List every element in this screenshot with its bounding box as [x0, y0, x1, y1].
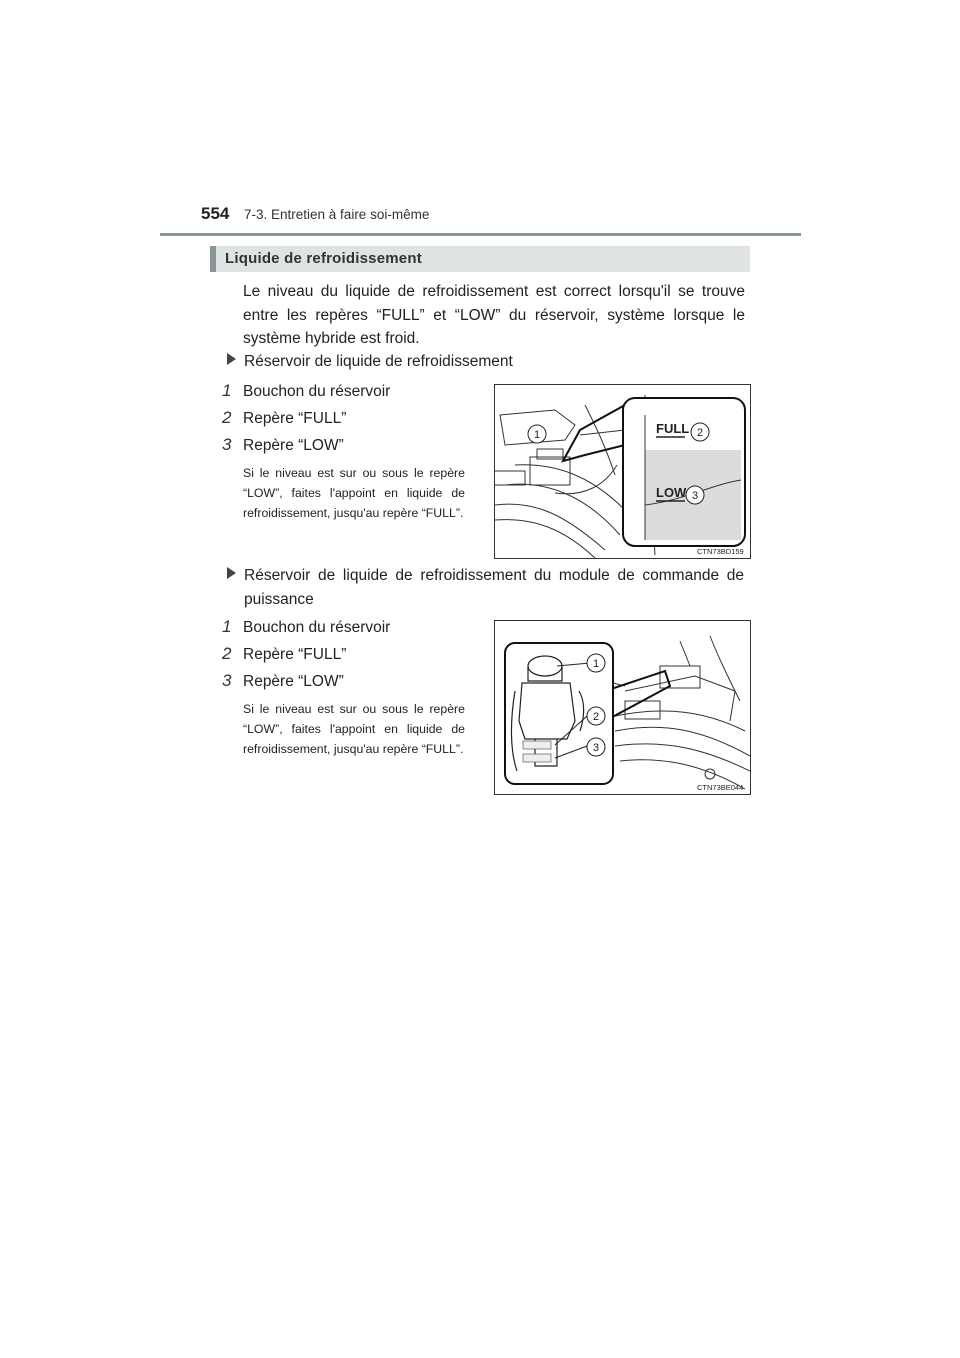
item-number: 2 [222, 408, 232, 427]
figure-code: CTN73BE044 [697, 783, 744, 792]
subheading-pcu-coolant-reservoir [227, 564, 744, 611]
note-paragraph: Si le niveau est sur ou sous le repère “LOW”, faites l'appoint en liquide de refroidissement, jusqu'au repère “FULL”. [243, 466, 465, 520]
subheading-text: Réservoir de liquide de refroidissement [244, 353, 513, 370]
callout-2: 2 [592, 711, 600, 723]
item-label: Bouchon du réservoir [243, 619, 391, 636]
callout-1: 1 [533, 429, 541, 441]
page-number: 554 [201, 204, 230, 223]
figure-code: CTN73BD159 [697, 547, 744, 556]
list-item [222, 617, 390, 637]
callout-2: 2 [696, 427, 704, 439]
item-label: Repère “LOW” [243, 673, 344, 690]
pcu-engine-bay-illustration [495, 621, 750, 794]
chapter-title: 7-3. Entretien à faire soi-même [244, 207, 430, 222]
engine-bay-illustration [495, 385, 750, 558]
item-label: Repère “FULL” [243, 646, 347, 663]
list-item [222, 644, 346, 664]
note-paragraph: Si le niveau est sur ou sous le repère “LOW”, faites l'appoint en liquide de refroidissement, jusqu'au repère “FULL”. [243, 702, 465, 756]
item-label: Bouchon du réservoir [243, 383, 391, 400]
item-number: 3 [222, 435, 232, 454]
full-mark-label: FULL [656, 421, 690, 436]
figure-pcu-coolant-reservoir [494, 620, 751, 795]
item-number: 1 [222, 381, 232, 400]
intro-paragraph: Le niveau du liquide de refroidissement est correct lorsqu'il se trouve entre les repères “FULL” et “LOW” du réservoir, système lorsque le système hybride est froid. [243, 283, 745, 347]
header-rule [160, 233, 801, 236]
list-item [222, 435, 344, 455]
item-number: 1 [222, 617, 232, 636]
section-heading [210, 246, 750, 272]
subheading-text: Réservoir de liquide de refroidissement du module de commande de puissance [244, 567, 744, 608]
item-number: 2 [222, 644, 232, 663]
item-number: 3 [222, 671, 232, 690]
callout-3: 3 [691, 490, 699, 502]
triangle-bullet-icon [227, 353, 236, 365]
section-title: Liquide de refroidissement [225, 250, 422, 267]
list-item [222, 381, 390, 401]
callout-3: 3 [592, 742, 600, 754]
figure-coolant-reservoir [494, 384, 751, 559]
low-mark-label: LOW [656, 485, 687, 500]
item-label: Repère “LOW” [243, 437, 344, 454]
subheading-coolant-reservoir [227, 350, 744, 374]
triangle-bullet-icon [227, 567, 236, 579]
list-item [222, 408, 346, 428]
callout-1: 1 [592, 658, 600, 670]
list-item [222, 671, 344, 691]
item-label: Repère “FULL” [243, 410, 347, 427]
